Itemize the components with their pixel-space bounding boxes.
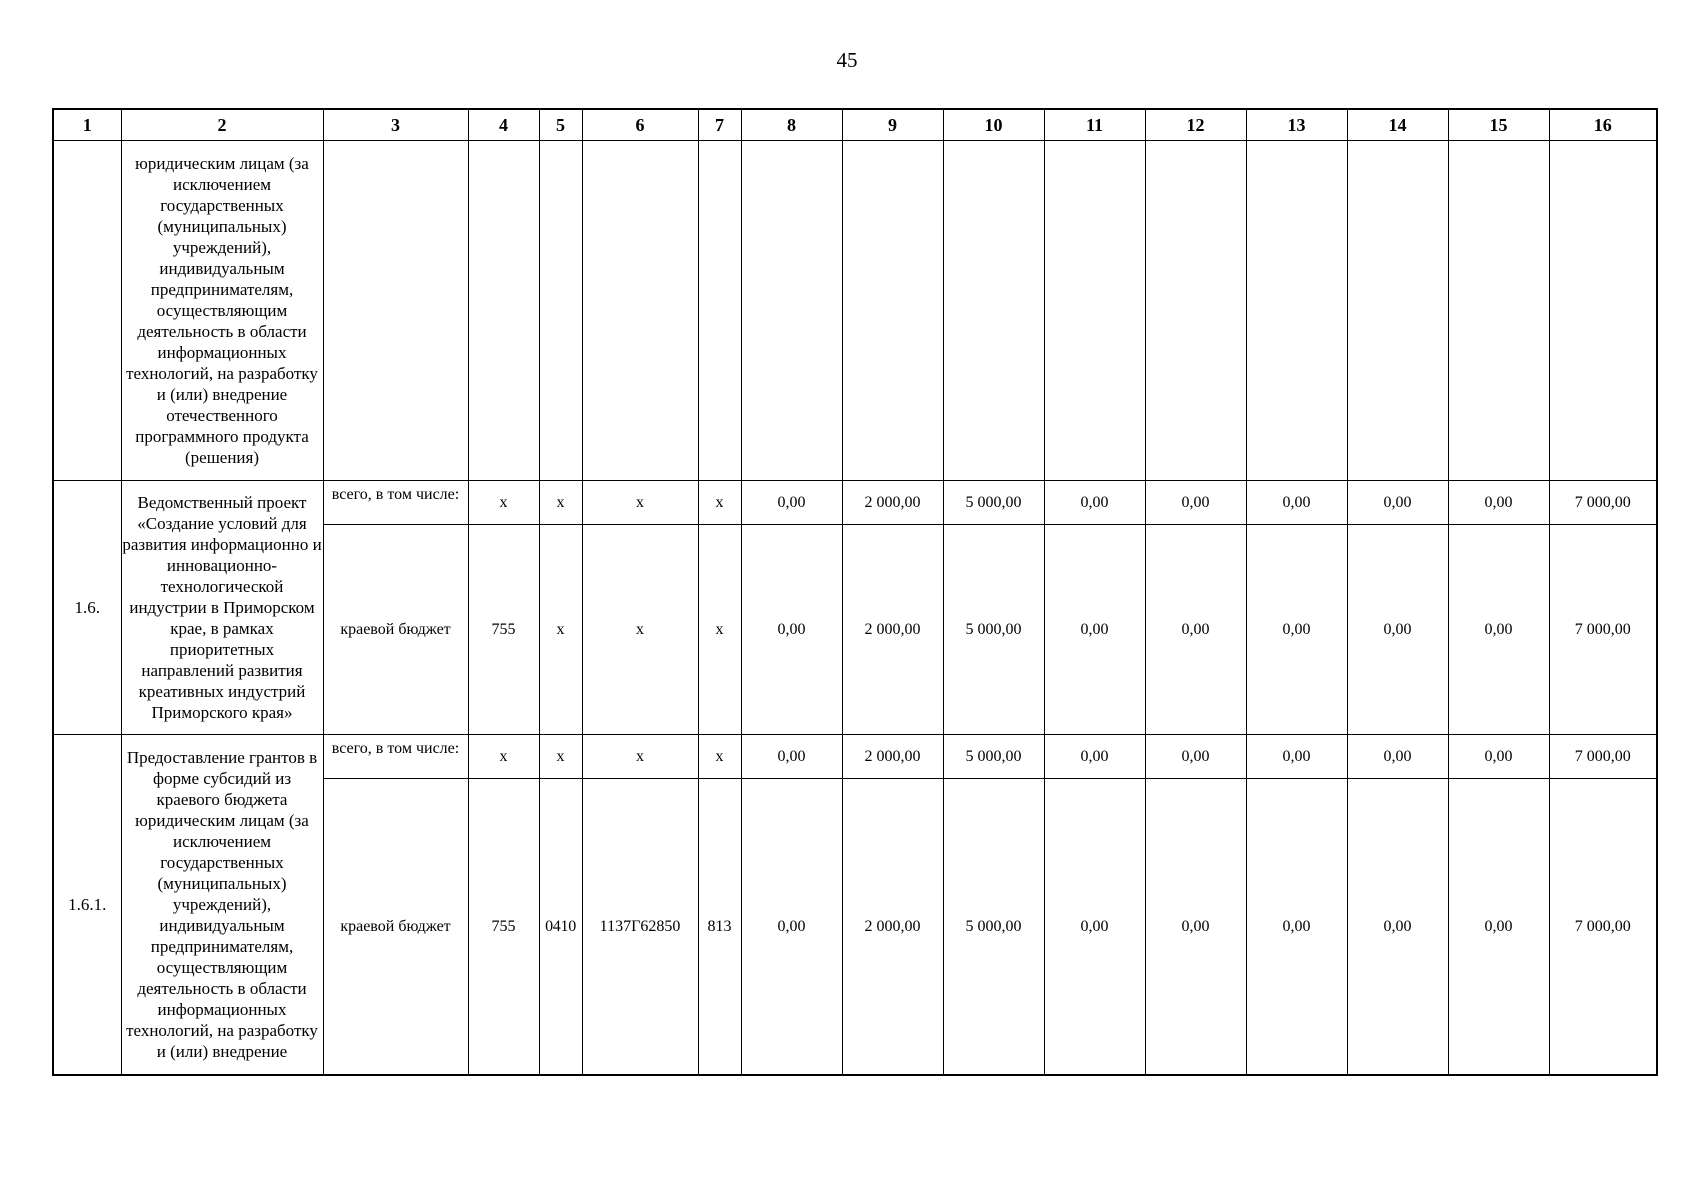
amount-cell: 0,00: [741, 779, 842, 1075]
table-row-1-6-1-total: [53, 735, 1657, 779]
table-cell: [842, 141, 943, 481]
amount-cell: 0,00: [741, 735, 842, 779]
column-header: 3: [323, 109, 468, 141]
table-cell: [1448, 141, 1549, 481]
amount-cell: 2 000,00: [842, 525, 943, 735]
column-header: 16: [1549, 109, 1657, 141]
table-cell: [943, 141, 1044, 481]
table-cell: 813: [698, 779, 741, 1075]
amount-cell: 7 000,00: [1549, 525, 1657, 735]
funding-source-cell: всего, в том числе:: [323, 481, 468, 525]
column-header: 14: [1347, 109, 1448, 141]
table-cell: 0410: [539, 779, 582, 1075]
amount-cell: 5 000,00: [943, 481, 1044, 525]
table-cell: x: [468, 735, 539, 779]
header-row: [53, 109, 1657, 141]
amount-cell: 2 000,00: [842, 481, 943, 525]
row-number-cell: [53, 141, 121, 481]
table-cell: x: [539, 481, 582, 525]
amount-cell: 2 000,00: [842, 735, 943, 779]
row-number-cell: 1.6.: [53, 481, 121, 735]
table-cell: [1347, 141, 1448, 481]
table-cell: [1145, 141, 1246, 481]
row-description: Ведомственный проект «Создание условий для развития информационно и инновационно-технологической индустрии в Приморском крае, в рамках приоритетных направлений развития креативных индустрий Приморского края»: [121, 481, 323, 735]
amount-cell: 0,00: [1246, 735, 1347, 779]
column-header: 13: [1246, 109, 1347, 141]
amount-cell: 0,00: [1448, 779, 1549, 1075]
amount-cell: 0,00: [741, 481, 842, 525]
row-number-cell: 1.6.1.: [53, 735, 121, 1075]
table-cell: [1044, 141, 1145, 481]
table-cell: [1246, 141, 1347, 481]
table-cell: x: [582, 525, 698, 735]
column-header: 2: [121, 109, 323, 141]
column-header: 1: [53, 109, 121, 141]
amount-cell: 0,00: [1448, 481, 1549, 525]
table-cell: x: [582, 735, 698, 779]
amount-cell: 0,00: [1448, 525, 1549, 735]
table-cell: [582, 141, 698, 481]
row-description: Предоставление грантов в форме субсидий из краевого бюджета юридическим лицам (за исключением государственных (муниципальных) учреждений), индивидуальным предпринимателям, осуществляющим деятельность в области информационных технологий, на разработку и (или) внедрение: [121, 735, 323, 1075]
column-header: 6: [582, 109, 698, 141]
table-cell: 755: [468, 779, 539, 1075]
page-number: 45: [836, 48, 858, 72]
budget-table: [52, 108, 1658, 1076]
column-header: 15: [1448, 109, 1549, 141]
amount-cell: 0,00: [1044, 735, 1145, 779]
table-cell: x: [539, 525, 582, 735]
table-cell: x: [468, 481, 539, 525]
amount-cell: 0,00: [1145, 525, 1246, 735]
amount-cell: 5 000,00: [943, 735, 1044, 779]
table-row-continuation: [53, 141, 1657, 481]
amount-cell: 0,00: [1145, 481, 1246, 525]
table-cell: x: [698, 735, 741, 779]
column-header: 11: [1044, 109, 1145, 141]
funding-source-cell: краевой бюджет: [323, 525, 468, 735]
amount-cell: 0,00: [1246, 481, 1347, 525]
row-description: юридическим лицам (за исключением государственных (муниципальных) учреждений), индивидуальным предпринимателям, осуществляющим деятельность в области информационных технологий, на разработку и (или) внедрение отечественного программного продукта (решения): [121, 141, 323, 481]
table-cell: x: [582, 481, 698, 525]
amount-cell: 7 000,00: [1549, 735, 1657, 779]
amount-cell: 0,00: [1044, 525, 1145, 735]
column-header: 5: [539, 109, 582, 141]
amount-cell: 5 000,00: [943, 525, 1044, 735]
amount-cell: 0,00: [1145, 735, 1246, 779]
column-header: 12: [1145, 109, 1246, 141]
table-cell: x: [698, 525, 741, 735]
amount-cell: 7 000,00: [1549, 779, 1657, 1075]
amount-cell: 0,00: [1145, 779, 1246, 1075]
amount-cell: 0,00: [741, 525, 842, 735]
column-header: 7: [698, 109, 741, 141]
table-cell: 1137Г62850: [582, 779, 698, 1075]
amount-cell: 0,00: [1347, 481, 1448, 525]
table-cell: [468, 141, 539, 481]
amount-cell: 0,00: [1347, 779, 1448, 1075]
column-header: 10: [943, 109, 1044, 141]
table-cell: [1549, 141, 1657, 481]
funding-source-cell: всего, в том числе:: [323, 735, 468, 779]
table-row-1-6-total: [53, 481, 1657, 525]
amount-cell: 0,00: [1044, 481, 1145, 525]
table-cell: [741, 141, 842, 481]
amount-cell: 5 000,00: [943, 779, 1044, 1075]
amount-cell: 0,00: [1347, 735, 1448, 779]
amount-cell: 0,00: [1347, 525, 1448, 735]
column-header: 9: [842, 109, 943, 141]
column-header: 8: [741, 109, 842, 141]
table-cell: x: [539, 735, 582, 779]
column-header: 4: [468, 109, 539, 141]
table-cell: x: [698, 481, 741, 525]
funding-source-cell: краевой бюджет: [323, 779, 468, 1075]
amount-cell: 2 000,00: [842, 779, 943, 1075]
amount-cell: 0,00: [1044, 779, 1145, 1075]
amount-cell: 7 000,00: [1549, 481, 1657, 525]
table-cell: 755: [468, 525, 539, 735]
table-cell: [323, 141, 468, 481]
table-cell: [539, 141, 582, 481]
amount-cell: 0,00: [1246, 525, 1347, 735]
table-cell: [698, 141, 741, 481]
amount-cell: 0,00: [1246, 779, 1347, 1075]
amount-cell: 0,00: [1448, 735, 1549, 779]
